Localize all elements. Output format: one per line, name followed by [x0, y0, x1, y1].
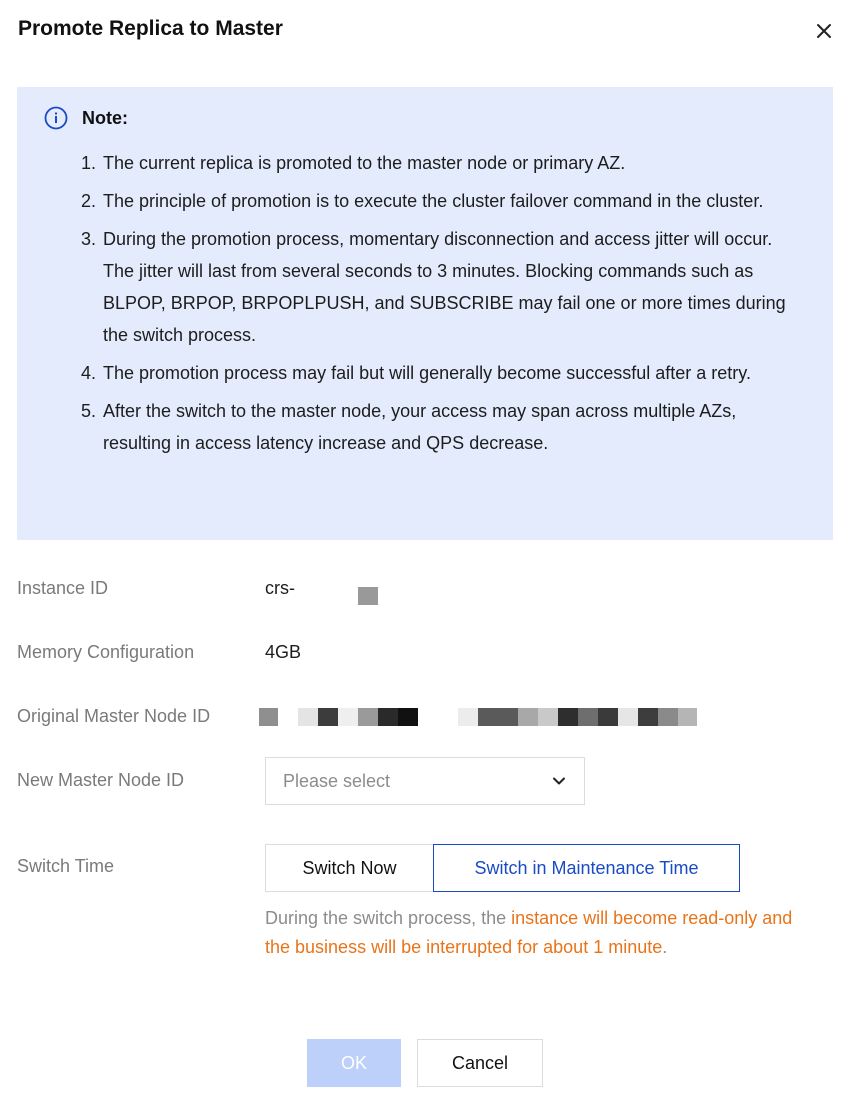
- memory-value: 4GB: [265, 642, 302, 662]
- redacted-block: [358, 587, 378, 605]
- close-button[interactable]: [810, 17, 838, 45]
- dialog-title: Promote Replica to Master: [18, 17, 283, 40]
- note-item: 1. The current replica is promoted to the master node or primary AZ.: [81, 153, 626, 173]
- memory-label: Memory Configuration: [17, 642, 195, 662]
- note-item: 3. During the promotion process, momentary disconnection and access jitter will occur. The jitter will last from several seconds to 3 minutes. Blocking commands such as BLPOP, BRPOP, BRPOPLPUSH, and SUBSCRIBE may fail one or more times during the switch process.: [81, 229, 786, 345]
- note-item: 2. The principle of promotion is to execute the cluster failover command in the cluster.: [81, 191, 764, 211]
- close-icon: [816, 23, 832, 39]
- switch-time-label: Switch Time: [17, 856, 115, 876]
- note-title: Note:: [82, 107, 128, 128]
- note-list: [81, 147, 791, 465]
- chevron-down-icon: [550, 772, 568, 790]
- instance-id-label: Instance ID: [17, 578, 109, 598]
- switch-warning-highlight: instance will become read-only and the business will be interrupted for about 1 minute: [265, 908, 793, 957]
- instance-id-value: crs-: [265, 578, 295, 598]
- switch-warning: During the switch process, the instance will become read-only and the business will be interrupted for about 1 minute.: [265, 908, 793, 957]
- original-master-label: Original Master Node ID: [17, 706, 211, 726]
- new-master-select[interactable]: [265, 757, 585, 805]
- note-item: 4. The promotion process may fail but will generally become successful after a retry.: [81, 363, 751, 383]
- note-panel: [17, 87, 833, 540]
- ok-button[interactable]: OK: [307, 1039, 401, 1087]
- note-header: [44, 106, 128, 130]
- new-master-label: New Master Node ID: [17, 770, 185, 790]
- cancel-button[interactable]: Cancel: [417, 1039, 543, 1087]
- note-item: 5. After the switch to the master node, your access may span across multiple AZs, resulting in access latency increase and QPS decrease.: [81, 401, 737, 453]
- new-master-placeholder: Please select: [283, 771, 391, 791]
- switch-now-option[interactable]: Switch Now: [265, 844, 434, 892]
- switch-maintenance-option[interactable]: Switch in Maintenance Time: [433, 844, 740, 892]
- info-icon: [44, 106, 68, 130]
